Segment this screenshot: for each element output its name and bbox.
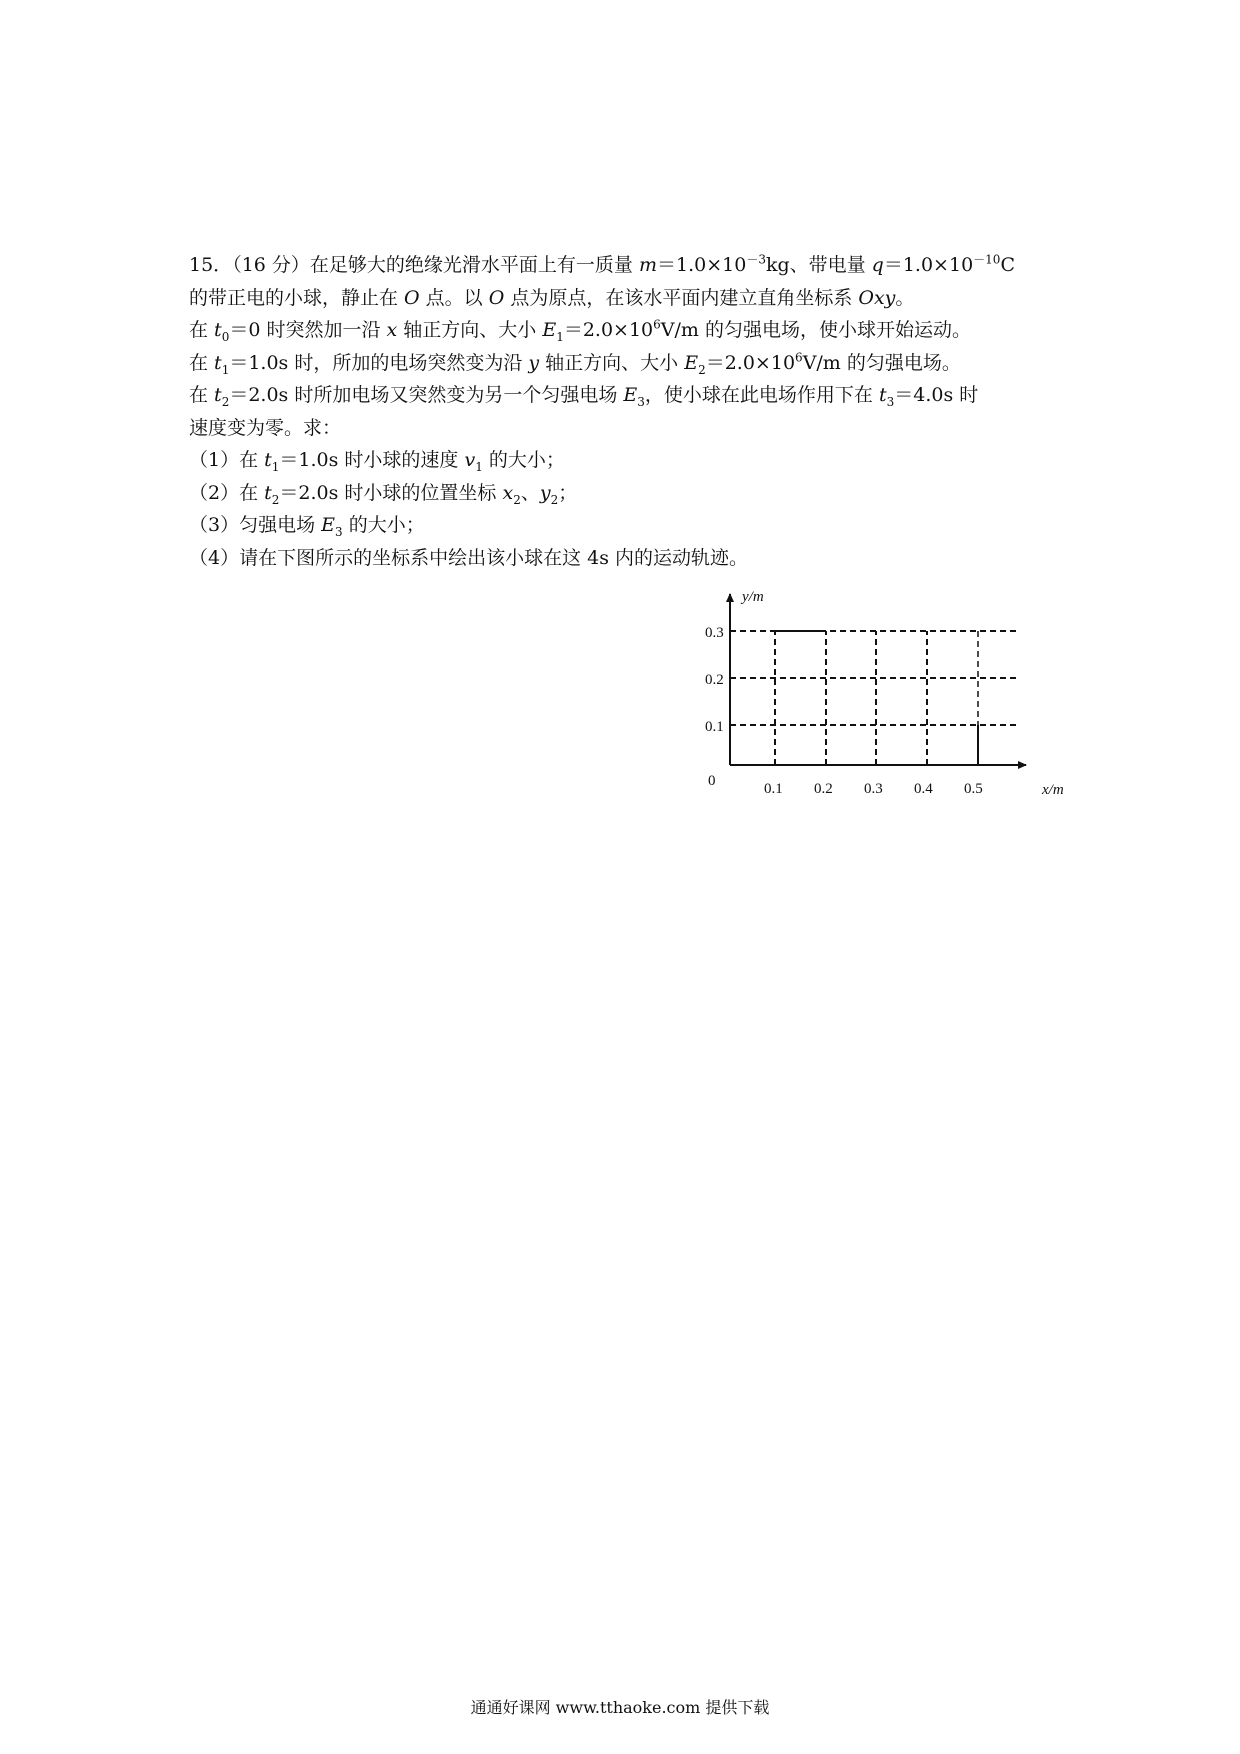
- text: ＝2.0s 时小球的位置坐标: [279, 481, 503, 504]
- text: ＝2.0s 时所加电场又突然变为另一个匀强电场: [229, 384, 624, 406]
- text: V/m 的匀强电场。: [802, 351, 961, 374]
- text: （2）在: [189, 481, 265, 504]
- subscript: 2: [271, 492, 280, 507]
- text: ＝1.0×10: [656, 254, 747, 276]
- text: ＝0 时突然加一沿: [229, 319, 387, 341]
- x-axis-label: x/m: [1042, 782, 1064, 798]
- text: 、: [520, 481, 540, 504]
- problem-line-4: [189, 347, 1069, 380]
- text: 的大小；: [482, 449, 565, 471]
- text: 的大小；: [342, 514, 425, 536]
- problem-line-1: [189, 249, 1069, 282]
- subscript: 2: [221, 394, 230, 409]
- text: ；: [558, 481, 578, 504]
- text: 轴正方向、大小: [539, 351, 685, 374]
- symbol-x: x: [502, 481, 514, 504]
- problem-points: （16 分）: [232, 254, 310, 276]
- text: kg、带电量: [765, 254, 872, 276]
- question-2: [189, 477, 1069, 510]
- subscript: 2: [550, 492, 559, 507]
- x-tick-label: 0.4: [914, 781, 933, 797]
- exponent: －10: [973, 252, 1001, 267]
- problem-15: [189, 249, 1069, 574]
- text: 的带正电的小球，静止在: [189, 286, 405, 309]
- symbol-t: t: [214, 351, 222, 374]
- y-axis-label: y/m: [742, 589, 764, 605]
- subscript: 1: [475, 459, 483, 474]
- text: 。: [895, 286, 915, 309]
- symbol-e: E: [623, 384, 638, 406]
- subscript: 3: [637, 394, 645, 409]
- x-tick-label: 0.2: [814, 781, 833, 797]
- text: （1）在: [189, 449, 265, 471]
- text: 在: [189, 319, 215, 341]
- symbol-o: O: [488, 286, 505, 309]
- origin-label: 0: [708, 773, 716, 789]
- symbol-t: t: [878, 384, 887, 406]
- text: 在: [189, 351, 215, 374]
- problem-number: 15．: [189, 254, 233, 276]
- problem-line-6: 速度变为零。求：: [189, 416, 342, 439]
- x-tick-label: 0.3: [864, 781, 883, 797]
- y-tick-label: 0.2: [705, 672, 724, 688]
- subscript: 1: [221, 362, 230, 377]
- text: ＝1.0s 时小球的速度: [279, 449, 465, 471]
- exponent: －3: [746, 252, 766, 267]
- subscript: 1: [556, 329, 564, 344]
- text: ＝1.0×10: [883, 254, 974, 276]
- text: V/m 的匀强电场，使小球开始运动。: [660, 319, 971, 341]
- symbol-y: y: [539, 481, 551, 504]
- graph-svg: [705, 582, 1090, 812]
- symbol-t: t: [214, 319, 222, 341]
- exponent: 6: [653, 317, 661, 332]
- y-tick-label: 0.1: [705, 719, 724, 735]
- text: ，使小球在此电场作用下在: [644, 384, 879, 406]
- text: 轴正方向、大小: [397, 319, 543, 341]
- symbol-m: m: [638, 254, 657, 276]
- y-tick-label: 0.3: [705, 625, 724, 641]
- problem-line-3: [189, 314, 1069, 347]
- subscript: 1: [271, 459, 280, 474]
- subscript: 3: [886, 394, 895, 409]
- text: ＝1.0s 时，所加的电场突然变为沿: [229, 351, 529, 374]
- coordinate-graph: [705, 582, 1090, 812]
- question-4: （4）请在下图所示的坐标系中绘出该小球在这 4s 内的运动轨迹。: [189, 546, 749, 569]
- text: ＝2.0×10: [705, 351, 796, 374]
- text: ＝4.0s 时: [894, 384, 979, 406]
- text: ＝2.0×10: [563, 319, 654, 341]
- symbol-t: t: [264, 449, 272, 471]
- subscript: 2: [698, 362, 706, 377]
- text: 点为原点，在该水平面内建立直角坐标系: [504, 286, 859, 309]
- exponent: 6: [795, 350, 803, 365]
- symbol-oxy: Oxy: [858, 286, 896, 309]
- text: 在足够大的绝缘光滑水平面上有一质量: [309, 254, 639, 276]
- problem-line-2: [189, 282, 1069, 315]
- problem-line-5: [189, 379, 1069, 412]
- symbol-e: E: [684, 351, 699, 374]
- symbol-q: q: [871, 254, 884, 276]
- subscript: 2: [513, 492, 521, 507]
- symbol-e: E: [542, 319, 557, 341]
- symbol-y: y: [528, 351, 540, 374]
- text: C: [1000, 254, 1015, 276]
- subscript: 3: [335, 524, 343, 539]
- text: （3）匀强电场: [189, 514, 322, 536]
- page-footer: 通通好课网 www.tthaoke.com 提供下载: [470, 1698, 770, 1717]
- symbol-e: E: [321, 514, 336, 536]
- symbol-o: O: [404, 286, 420, 309]
- symbol-x: x: [386, 319, 398, 341]
- x-tick-label: 0.1: [764, 781, 783, 797]
- question-1: [189, 444, 1069, 477]
- text: 点。以: [419, 286, 489, 309]
- question-3: [189, 509, 1069, 542]
- text: 在: [189, 384, 215, 406]
- subscript: 0: [221, 329, 230, 344]
- x-tick-label: 0.5: [964, 781, 983, 797]
- symbol-v: v: [464, 449, 476, 471]
- symbol-t: t: [214, 384, 222, 406]
- symbol-t: t: [264, 481, 272, 504]
